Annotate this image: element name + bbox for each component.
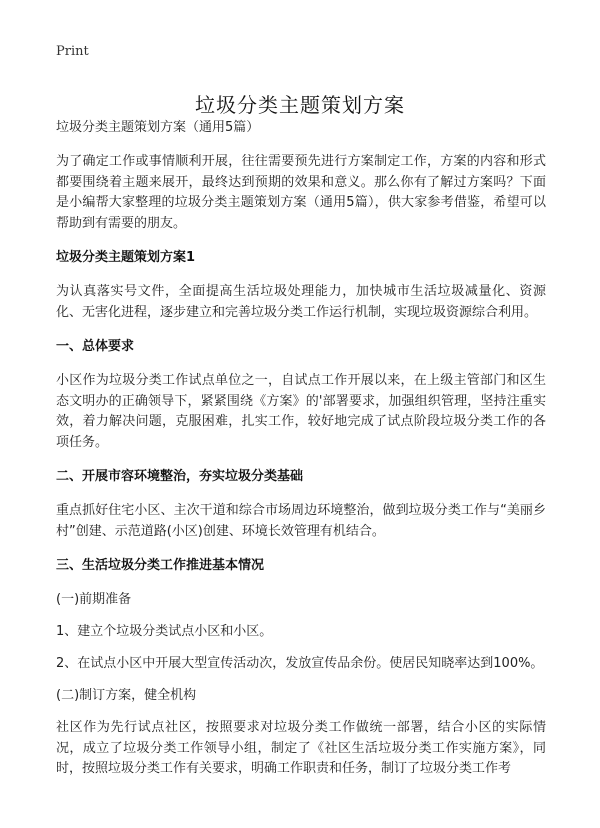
- section-title-1: 垃圾分类主题策划方案1: [56, 250, 196, 265]
- section-1-paragraph: 为认真落实号文件，全面提高生活垃圾处理能力，加快城市生活垃圾减量化、资源化、无害化进程，逐步建立和完善垃圾分类工作运行机制，实现垃圾资源综合利用。: [56, 284, 546, 320]
- document-title: 垃圾分类主题策划方案: [195, 93, 405, 118]
- list-item: 2、在试点小区中开展大型宣传活动次，发放宣传品余份。使居民知晓率达到100%。: [56, 656, 544, 671]
- environment-rectification-paragraph: 重点抓好住宅小区、主次干道和综合市场周边环境整治，做到垃圾分类工作与“美丽乡村”创建、示范道路(小区)创建、环境长效管理有机结合。: [56, 503, 546, 539]
- list-item: 1、建立个垃圾分类试点小区和小区。: [56, 624, 273, 639]
- document-body: [56, 118, 546, 794]
- document-subtitle: 垃圾分类主题策划方案（通用5篇）: [56, 120, 260, 135]
- heading-environment-rectification: 二、开展市容环境整治，夯实垃圾分类基础: [56, 469, 304, 484]
- general-requirements-paragraph: 小区作为垃圾分类工作试点单位之一，自试点工作开展以来，在上级主管部门和区生态文明办的正确领导下，紧紧围绕《方案》的'部署要求，加强组织管理，坚持注重实效，着力解决问题，克服困难，扎实工作，较好地完成了试点阶段垃圾分类工作的各项任务。: [56, 373, 546, 450]
- subheading-preparation: (一)前期准备: [56, 592, 132, 607]
- intro-paragraph: 为了确定工作或事情顺利开展，往往需要预先进行方案制定工作，方案的内容和形式都要围绕着主题来展开，最终达到预期的效果和意义。那么你有了解过方案吗？下面是小编帮大家整理的垃圾分类主题策划方案（通用5篇），供大家参考借鉴，希望可以帮助到有需要的朋友。: [56, 154, 546, 231]
- heading-general-requirements: 一、总体要求: [56, 339, 135, 354]
- planning-paragraph: 社区作为先行试点社区，按照要求对垃圾分类工作做统一部署，结合小区的实际情况，成立了垃圾分类工作领导小组，制定了《社区生活垃圾分类工作实施方案》，同时，按照垃圾分类工作有关要求，明确工作职责和任务，制订了垃圾分类工作考: [56, 720, 546, 776]
- subheading-planning: (二)制订方案，健全机构: [56, 688, 197, 703]
- heading-basic-situation: 三、生活垃圾分类工作推进基本情况: [56, 558, 265, 573]
- print-label[interactable]: Print: [56, 44, 89, 59]
